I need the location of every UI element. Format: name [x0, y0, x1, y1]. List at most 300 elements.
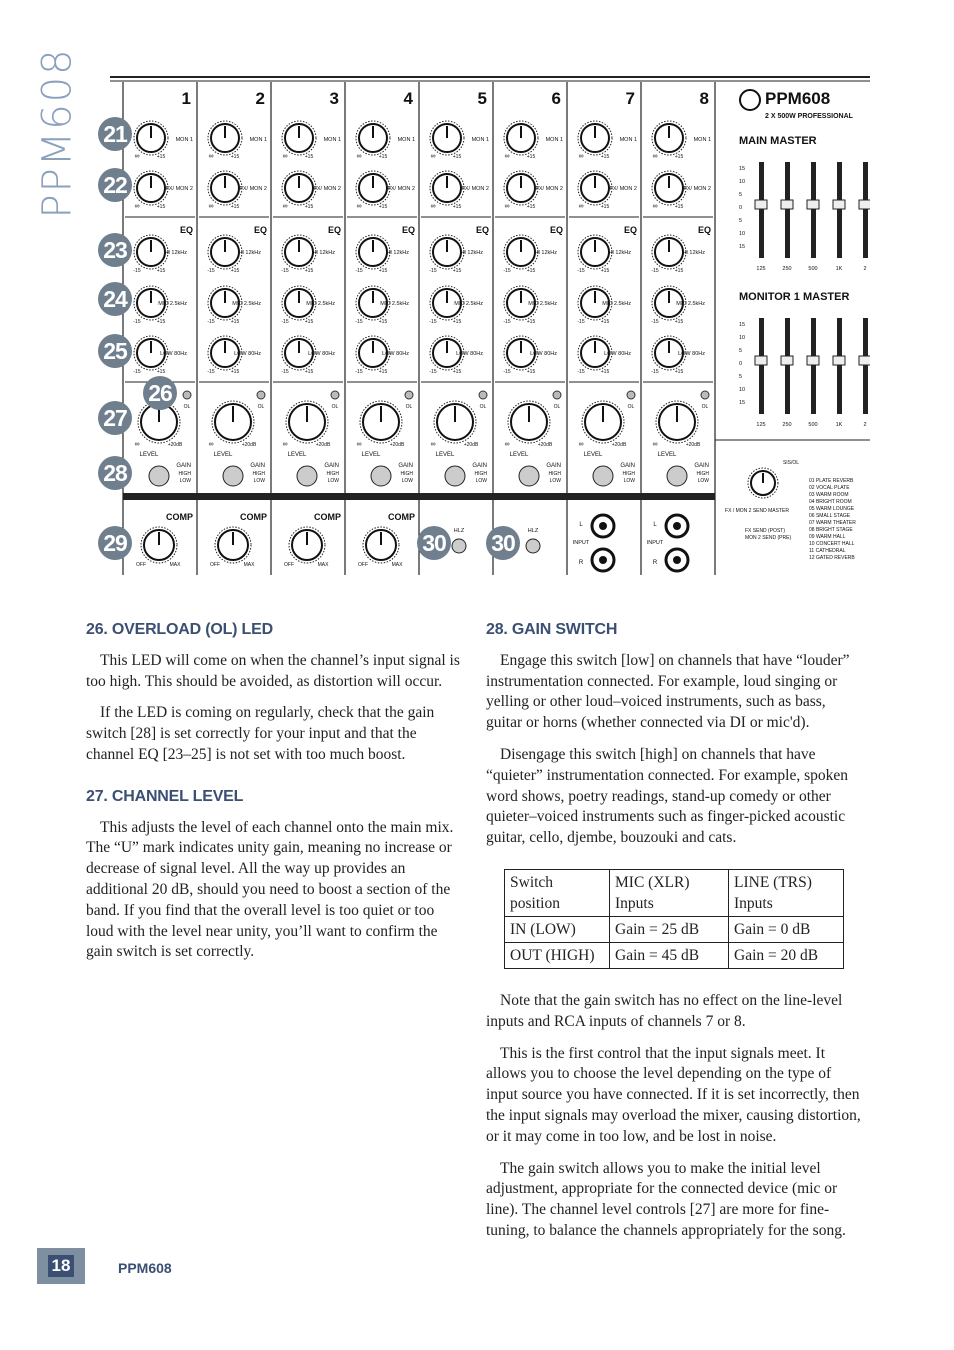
rca-jack-right-pin [599, 556, 607, 564]
callout-26: 26 [143, 376, 177, 410]
main-eq-fader-cap [833, 200, 845, 209]
knob-min-label: -15 [281, 369, 289, 375]
gain-label: GAIN [250, 463, 265, 469]
eq-hi-label: HI 12kHz [608, 250, 631, 256]
heading-channel-level: 27. CHANNEL LEVEL [86, 787, 244, 805]
heading-gain-switch: 28. GAIN SWITCH [486, 621, 618, 638]
knob-min-label: -15 [577, 268, 585, 274]
brand-logo: PPM608 [765, 89, 831, 108]
monitor-eq-fader-cap [807, 356, 819, 365]
fx-preset-label: 10 CONCERT HALL [809, 541, 855, 547]
channel-level-paragraph: This adjusts the level of each channel onto the main mix. The “U” mark indicates unity gain, meaning no increase or decrease of signal level. All the way up provides an additional 20 dB, should you need to boost a section of the band. If you find that the overall level is too quiet or too loud with the level near unity, you’ll want to confirm the gain switch is set correctly. [86, 818, 454, 961]
knob-min-label: ∞ [652, 203, 658, 210]
eq-mid-label: MID 2.5kHz [158, 301, 187, 307]
comp-label: COMP [388, 512, 415, 522]
knob-max-label: +15 [452, 154, 462, 160]
knob-min-label: ∞ [134, 203, 140, 210]
knob-max-label: +15 [452, 268, 462, 274]
level-max-label: +20dB [315, 442, 331, 448]
ol-led [183, 391, 191, 399]
fx-send-master-label: FX / MON 2 SEND MASTER [725, 508, 789, 514]
knob-max-label: +15 [674, 268, 684, 274]
comp-off-label: OFF [210, 562, 220, 568]
eq-label: EQ [401, 225, 415, 235]
rca-r-label: R [578, 560, 584, 566]
knob-min-label: ∞ [282, 203, 288, 210]
gain-label: GAIN [620, 463, 635, 469]
rca-jack-left-pin [599, 522, 607, 530]
hlz-label: HLZ [453, 528, 465, 534]
callout-22: 22 [98, 168, 132, 202]
knob-min-label: -15 [355, 369, 363, 375]
level-max-label: +20dB [241, 442, 257, 448]
main-eq-fader-track [785, 162, 790, 258]
eq-label: EQ [697, 225, 711, 235]
mixer-illustration [95, 70, 870, 580]
knob-min-label: -15 [651, 268, 659, 274]
gain-high-label: HIGH [474, 471, 487, 477]
table-cell: Gain = 45 dB [610, 942, 729, 968]
monitor-eq-fader-cap [781, 356, 793, 365]
main-eq-scale-label: 10 [739, 231, 746, 237]
knob-max-label: +15 [156, 369, 166, 375]
eq-hi-label: HI 12kHz [534, 250, 557, 256]
knob-max-label: +15 [156, 268, 166, 274]
fx-label: FX/ MON 2 [461, 186, 489, 192]
eq-mid-label: MID 2.5kHz [380, 301, 409, 307]
right-column [486, 620, 864, 1253]
knob-max-label: +15 [674, 319, 684, 325]
main-eq-scale-label: 5 [739, 218, 743, 224]
table-row [505, 869, 844, 916]
ol-label: OL [553, 404, 561, 410]
eq-mid-label: MID 2.5kHz [602, 301, 631, 307]
monitor-eq-scale-label: 15 [739, 322, 746, 328]
knob-min-label: -15 [207, 319, 215, 325]
overload-paragraph-2: If the LED is coming on regularly, check that the gain switch [28] is set correctly for your input and that the channel EQ [23–25] is not set with too much boost. [86, 704, 435, 763]
callout-30a: 30 [417, 526, 451, 560]
gain-low-label: LOW [623, 478, 635, 484]
fx-preset-label: 04 BRIGHT ROOM [809, 499, 852, 505]
input-label: INPUT [646, 540, 664, 546]
eq-hi-label: HI 12kHz [460, 250, 483, 256]
gain-high-label: HIGH [400, 471, 413, 477]
main-eq-freq-label: 1K [835, 266, 843, 272]
knob-min-label: -15 [651, 369, 659, 375]
main-eq-scale-label: 10 [739, 179, 746, 185]
knob-min-label: -15 [577, 319, 585, 325]
gain-low-label: LOW [549, 478, 561, 484]
monitor-eq-freq-label: 250 [782, 422, 792, 428]
main-master-label: MAIN MASTER [739, 135, 817, 147]
monitor-eq-freq-label: 500 [808, 422, 818, 428]
gain-low-label: LOW [475, 478, 487, 484]
channel-number: 1 [181, 89, 191, 108]
level-min-label: ∞ [208, 441, 214, 448]
gain-switch [593, 466, 613, 486]
comp-bar [123, 493, 715, 500]
gain-high-label: HIGH [622, 471, 635, 477]
gain-label: GAIN [324, 463, 339, 469]
comp-label: COMP [314, 512, 341, 522]
comp-off-label: OFF [358, 562, 368, 568]
level-min-label: ∞ [578, 441, 584, 448]
level-label: LEVEL [509, 452, 529, 458]
comp-max-label: MAX [243, 562, 255, 568]
callout-30b: 30 [486, 526, 520, 560]
eq-mid-label: MID 2.5kHz [454, 301, 483, 307]
fx-preset-label: 03 WARM ROOM [809, 492, 849, 498]
fx-label: FX/ MON 2 [683, 186, 711, 192]
knob-max-label: +15 [526, 369, 536, 375]
eq-mid-label: MID 2.5kHz [232, 301, 261, 307]
table-cell: MIC (XLR) Inputs [610, 869, 729, 916]
ol-label: OL [405, 404, 413, 410]
ol-led [701, 391, 709, 399]
ol-led [627, 391, 635, 399]
level-min-label: ∞ [134, 441, 140, 448]
channel-number: 6 [551, 89, 561, 108]
knob-min-label: -15 [207, 268, 215, 274]
eq-hi-label: HI 12kHz [312, 250, 335, 256]
callout-29: 29 [98, 526, 132, 560]
eq-low-label: LOW 80Hz [308, 351, 335, 357]
knob-min-label: ∞ [504, 153, 510, 160]
knob-max-label: +15 [526, 319, 536, 325]
monitor-eq-scale-label: 0 [739, 361, 743, 367]
mon1-label: MON 1 [619, 137, 637, 143]
hlz-switch [526, 539, 540, 553]
monitor-eq-fader-track [837, 318, 842, 414]
eq-hi-label: HI 12kHz [682, 250, 705, 256]
knob-min-label: ∞ [208, 153, 214, 160]
page-number-text: 18 [48, 1255, 75, 1277]
knob-max-label: +15 [378, 369, 388, 375]
rca-r-label: R [652, 560, 658, 566]
level-min-label: ∞ [430, 441, 436, 448]
gain-switch [667, 466, 687, 486]
monitor-eq-freq-label: 125 [756, 422, 766, 428]
eq-label: EQ [179, 225, 193, 235]
eq-low-label: LOW 80Hz [160, 351, 187, 357]
gain-paragraph-2: Disengage this switch [high] on channels that have “quieter” instrumentation connected. For example, spoken word shows, poetry readings, stand-up comedy or other quieter–voiced instruments such as finger-picked acoustic guitar, cello, djembe, bouzouki and cats. [486, 745, 848, 847]
gain-switch [223, 466, 243, 486]
fx-preset-label: 12 GATED REVERB [809, 555, 855, 561]
knob-max-label: +15 [452, 319, 462, 325]
knob-min-label: -15 [133, 319, 141, 325]
eq-mid-label: MID 2.5kHz [528, 301, 557, 307]
monitor-eq-freq-label: 1K [835, 422, 843, 428]
knob-max-label: +15 [304, 369, 314, 375]
gain-table [504, 869, 844, 969]
knob-min-label: -15 [577, 369, 585, 375]
sis-ol-label: SIS/OL [782, 460, 800, 466]
callout-23: 23 [98, 233, 132, 267]
gain-paragraph-4: This is the first control that the input signals meet. It allows you to choose the level depending on the type of input source you have connected. If it is set incorrectly, then the input signals may overload the mixer, causing distortion, or it may come in too low, and be lost in noise. [486, 1044, 861, 1145]
fx-send-post-label: FX SEND (POST) [745, 528, 786, 534]
knob-min-label: ∞ [208, 203, 214, 210]
knob-max-label: +15 [378, 319, 388, 325]
eq-hi-label: HI 12kHz [238, 250, 261, 256]
gain-switch [149, 466, 169, 486]
eq-label: EQ [253, 225, 267, 235]
monitor-eq-scale-label: 5 [739, 374, 743, 380]
knob-max-label: +15 [378, 204, 388, 210]
knob-min-label: -15 [355, 268, 363, 274]
mon1-label: MON 1 [693, 137, 711, 143]
monitor-master-label: MONITOR 1 MASTER [739, 291, 850, 303]
ol-label: OL [479, 404, 487, 410]
monitor-eq-fader-track [863, 318, 868, 414]
eq-hi-label: HI 12kHz [386, 250, 409, 256]
comp-off-label: OFF [284, 562, 294, 568]
table-row [505, 916, 844, 942]
fx-label: FX/ MON 2 [535, 186, 563, 192]
knob-min-label: -15 [281, 268, 289, 274]
level-max-label: +20dB [611, 442, 627, 448]
knob-min-label: ∞ [504, 203, 510, 210]
fx-preset-label: 08 BRIGHT STAGE [809, 527, 853, 533]
fx-preset-label: 01 PLATE REVERB [809, 478, 854, 484]
gain-high-label: HIGH [696, 471, 709, 477]
knob-max-label: +15 [452, 369, 462, 375]
mon1-label: MON 1 [397, 137, 415, 143]
gain-switch [445, 466, 465, 486]
gain-low-label: LOW [697, 478, 709, 484]
knob-max-label: +15 [600, 369, 610, 375]
gain-high-label: HIGH [252, 471, 265, 477]
level-min-label: ∞ [356, 441, 362, 448]
monitor-eq-scale-label: 15 [739, 400, 746, 406]
callout-21: 21 [98, 117, 132, 151]
level-max-label: +20dB [685, 442, 701, 448]
side-model-title: PPM608 [34, 47, 81, 219]
knob-min-label: -15 [133, 268, 141, 274]
gain-low-label: LOW [327, 478, 339, 484]
knob-max-label: +15 [674, 204, 684, 210]
knob-min-label: ∞ [578, 203, 584, 210]
gain-switch [371, 466, 391, 486]
knob-max-label: +15 [304, 154, 314, 160]
level-max-label: +20dB [389, 442, 405, 448]
main-eq-fader-cap [781, 200, 793, 209]
monitor-eq-fader-track [785, 318, 790, 414]
gain-low-label: LOW [253, 478, 265, 484]
knob-min-label: ∞ [282, 153, 288, 160]
main-eq-fader-cap [755, 200, 767, 209]
table-cell: OUT (HIGH) [505, 942, 610, 968]
hlz-label: HLZ [527, 528, 539, 534]
knob-min-label: -15 [429, 369, 437, 375]
mon1-label: MON 1 [323, 137, 341, 143]
table-cell: Gain = 25 dB [610, 916, 729, 942]
knob-min-label: ∞ [356, 153, 362, 160]
fx-preset-label: 05 WARM LOUNGE [809, 506, 855, 512]
main-eq-fader-track [811, 162, 816, 258]
eq-label: EQ [327, 225, 341, 235]
fx-label: FX/ MON 2 [609, 186, 637, 192]
channel-number: 5 [477, 89, 487, 108]
gain-label: GAIN [398, 463, 413, 469]
main-eq-fader-track [837, 162, 842, 258]
table-cell: LINE (TRS) Inputs [729, 869, 844, 916]
level-min-label: ∞ [504, 441, 510, 448]
main-eq-scale-label: 0 [739, 205, 743, 211]
monitor-eq-scale-label: 5 [739, 348, 743, 354]
knob-max-label: +15 [452, 204, 462, 210]
knob-min-label: -15 [207, 369, 215, 375]
main-eq-freq-label: 250 [782, 266, 792, 272]
mon1-label: MON 1 [545, 137, 563, 143]
ol-led [331, 391, 339, 399]
monitor-eq-fader-cap [755, 356, 767, 365]
eq-low-label: LOW 80Hz [234, 351, 261, 357]
knob-max-label: +15 [526, 268, 536, 274]
comp-max-label: MAX [169, 562, 181, 568]
ol-led [553, 391, 561, 399]
main-eq-fader-track [759, 162, 764, 258]
knob-min-label: -15 [429, 319, 437, 325]
level-max-label: +20dB [537, 442, 553, 448]
knob-min-label: ∞ [578, 153, 584, 160]
monitor-eq-fader-cap [859, 356, 870, 365]
knob-max-label: +15 [600, 204, 610, 210]
left-column [86, 620, 464, 974]
table-cell: Gain = 20 dB [729, 942, 844, 968]
channel-number: 3 [329, 89, 339, 108]
knob-max-label: +15 [156, 154, 166, 160]
fx-preset-label: 02 VOCAL PLATE [809, 485, 850, 491]
brand-emblem [740, 90, 760, 110]
eq-low-label: LOW 80Hz [604, 351, 631, 357]
main-eq-freq-label: 2 [863, 266, 867, 272]
brand-subtitle: 2 X 500W PROFESSIONAL [765, 113, 853, 120]
knob-max-label: +15 [304, 319, 314, 325]
gain-low-label: LOW [401, 478, 413, 484]
main-eq-freq-label: 125 [756, 266, 766, 272]
monitor-eq-freq-label: 2 [863, 422, 867, 428]
mon2-send-pre-label: MON 2 SEND (PRE) [745, 535, 792, 541]
rca-l-label: L [579, 522, 583, 528]
knob-max-label: +15 [230, 204, 240, 210]
eq-low-label: LOW 80Hz [530, 351, 557, 357]
rca-l-label: L [653, 522, 657, 528]
knob-max-label: +15 [304, 204, 314, 210]
knob-min-label: -15 [503, 369, 511, 375]
gain-label: GAIN [176, 463, 191, 469]
comp-off-label: OFF [136, 562, 146, 568]
ol-label: OL [183, 404, 191, 410]
rca-jack-right-pin [673, 556, 681, 564]
main-eq-fader-cap [807, 200, 819, 209]
eq-low-label: LOW 80Hz [678, 351, 705, 357]
level-label: LEVEL [139, 452, 159, 458]
channel-number: 7 [625, 89, 635, 108]
callout-28: 28 [98, 456, 132, 490]
main-eq-freq-label: 500 [808, 266, 818, 272]
ol-label: OL [701, 404, 709, 410]
knob-max-label: +15 [304, 268, 314, 274]
ol-label: OL [627, 404, 635, 410]
gain-switch [297, 466, 317, 486]
knob-max-label: +15 [378, 268, 388, 274]
monitor-eq-scale-label: 10 [739, 335, 746, 341]
callout-25: 25 [98, 334, 132, 368]
comp-label: COMP [240, 512, 267, 522]
mixer-diagram [95, 70, 870, 580]
eq-mid-label: MID 2.5kHz [676, 301, 705, 307]
gain-switch [519, 466, 539, 486]
eq-low-label: LOW 80Hz [382, 351, 409, 357]
knob-max-label: +15 [600, 268, 610, 274]
fx-preset-label: 06 SMALL STAGE [809, 513, 851, 519]
knob-max-label: +15 [230, 268, 240, 274]
knob-min-label: ∞ [356, 203, 362, 210]
monitor-eq-scale-label: 10 [739, 387, 746, 393]
channel-number: 8 [699, 89, 709, 108]
knob-max-label: +15 [526, 204, 536, 210]
level-label: LEVEL [361, 452, 381, 458]
knob-min-label: -15 [355, 319, 363, 325]
gain-high-label: HIGH [548, 471, 561, 477]
ol-label: OL [331, 404, 339, 410]
knob-min-label: -15 [503, 268, 511, 274]
main-eq-scale-label: 15 [739, 166, 746, 172]
gain-label: GAIN [472, 463, 487, 469]
table-cell: Switch position [505, 869, 610, 916]
ol-led [479, 391, 487, 399]
gain-high-label: HIGH [326, 471, 339, 477]
fx-label: FX/ MON 2 [313, 186, 341, 192]
ol-led [257, 391, 265, 399]
ol-label: OL [257, 404, 265, 410]
callout-24: 24 [98, 282, 132, 316]
comp-label: COMP [166, 512, 193, 522]
knob-max-label: +15 [230, 319, 240, 325]
mon1-label: MON 1 [249, 137, 267, 143]
knob-max-label: +15 [674, 369, 684, 375]
monitor-eq-fader-track [811, 318, 816, 414]
eq-label: EQ [623, 225, 637, 235]
gain-high-label: HIGH [178, 471, 191, 477]
rca-jack-left-pin [673, 522, 681, 530]
input-label: INPUT [572, 540, 590, 546]
table-cell: Gain = 0 dB [729, 916, 844, 942]
knob-min-label: -15 [281, 319, 289, 325]
overload-paragraph-1: This LED will come on when the channel’s input signal is too high. This should be avoided, as distortion will occur. [86, 651, 460, 690]
eq-label: EQ [475, 225, 489, 235]
fx-label: FX/ MON 2 [387, 186, 415, 192]
gain-paragraph-3: Note that the gain switch has no effect on the line-level inputs and RCA inputs of channels 7 or 8. [486, 991, 843, 1030]
level-max-label: +20dB [167, 442, 183, 448]
channel-number: 2 [255, 89, 265, 108]
gain-paragraph-1: Engage this switch [low] on channels that have “louder” instrumentation connected. For example, loud singing or yelling or other loud–voiced instruments, such as bass, guitar or horns (whether connected via DI or mic'd). [486, 651, 850, 732]
knob-max-label: +15 [674, 154, 684, 160]
comp-max-label: MAX [391, 562, 403, 568]
table-row [505, 942, 844, 968]
footer-model: PPM608 [118, 1260, 172, 1276]
table-cell: IN (LOW) [505, 916, 610, 942]
monitor-eq-fader-track [759, 318, 764, 414]
level-min-label: ∞ [652, 441, 658, 448]
gain-label: GAIN [546, 463, 561, 469]
level-label: LEVEL [583, 452, 603, 458]
level-label: LEVEL [657, 452, 677, 458]
eq-low-label: LOW 80Hz [456, 351, 483, 357]
fx-preset-label: 07 WARM THEATER [809, 520, 856, 526]
knob-max-label: +15 [156, 204, 166, 210]
knob-max-label: +15 [600, 319, 610, 325]
